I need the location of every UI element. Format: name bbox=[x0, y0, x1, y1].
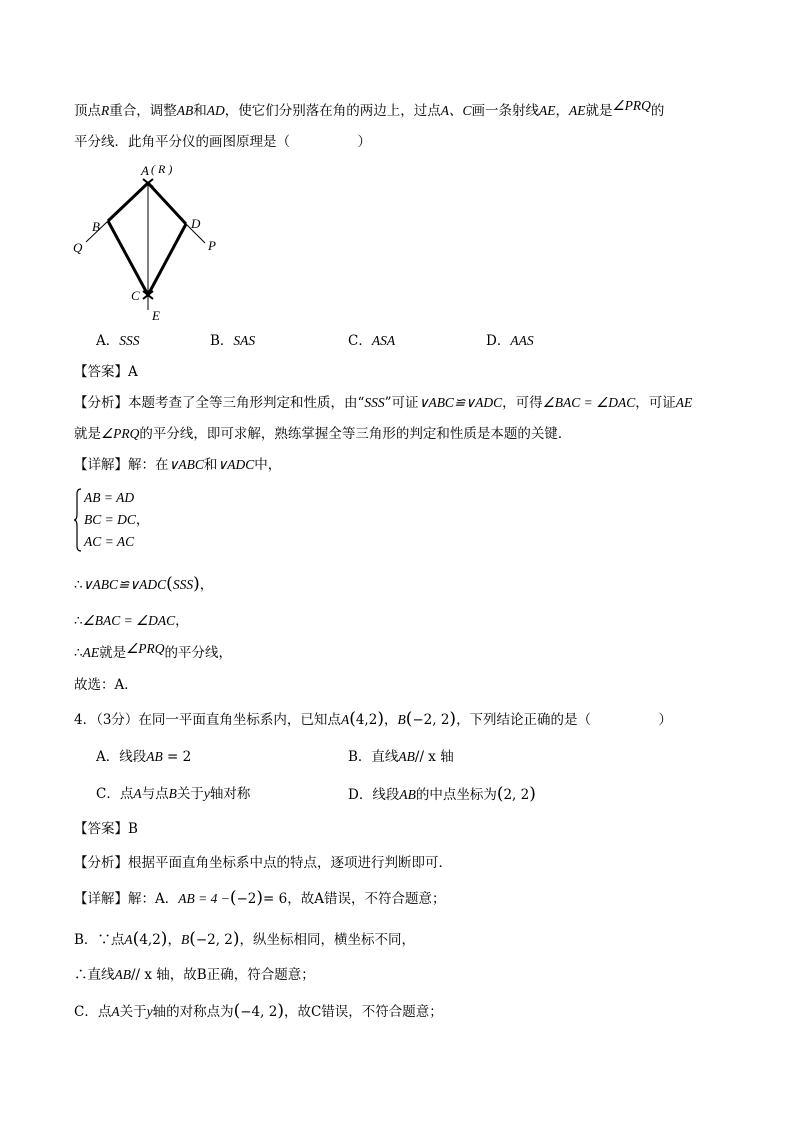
math: AE bbox=[82, 645, 100, 660]
math-AE: AE bbox=[569, 103, 586, 118]
q3-analysis-line-2 bbox=[74, 424, 571, 444]
option-value: SAS bbox=[233, 333, 256, 348]
math: ∠PRQ bbox=[101, 426, 140, 441]
q4-detail-b2 bbox=[74, 965, 315, 985]
q4-stem: 4．（3分）在同一平面直角坐标系内，已知点A(4,2)，B(−2, 2)，下列结论正确的是（ ） bbox=[74, 709, 673, 729]
math: −2, 2 bbox=[195, 932, 233, 948]
label-R: ( R ) bbox=[151, 162, 173, 176]
option-key: A． bbox=[96, 333, 120, 349]
answer-label: 【答案】 bbox=[74, 364, 128, 380]
math: 4,2 bbox=[355, 712, 378, 728]
answer-label: 【答案】 bbox=[74, 821, 128, 837]
text: ，使它们分别落在角的两边上，过点 bbox=[224, 103, 441, 119]
label-P: P bbox=[208, 238, 216, 253]
q3-conclusion-3 bbox=[74, 643, 232, 663]
label-D: D bbox=[191, 216, 201, 231]
label-Q: Q bbox=[73, 240, 83, 255]
q4-option-a bbox=[96, 747, 191, 767]
text: 关于 bbox=[176, 786, 204, 802]
q4-detail-b: B．∵点A(4,2)，B(−2, 2)，纵坐标相同，横坐标不同， bbox=[74, 929, 416, 949]
text: 就是 bbox=[99, 645, 127, 661]
text: 的平分线， bbox=[164, 645, 232, 661]
text: 解：在 bbox=[128, 457, 169, 473]
text: ， bbox=[199, 577, 214, 593]
q3-answer bbox=[74, 362, 138, 382]
math: ∨ABC≌∨ADC bbox=[82, 577, 167, 592]
text: ， bbox=[383, 712, 398, 728]
text: 就是 bbox=[585, 103, 613, 119]
q3-option-d bbox=[486, 331, 534, 351]
label-E: E bbox=[152, 308, 160, 323]
text: B．直线 bbox=[348, 749, 399, 765]
text: 的平分线，即可求解，熟练掌握全等三角形的判定和性质是本题的关键． bbox=[139, 426, 572, 442]
intro-line-2: 平分线．此角平分仪的画图原理是（ ） bbox=[74, 134, 371, 150]
math-AE: AE bbox=[539, 103, 556, 118]
system-row-2 bbox=[84, 510, 149, 530]
system-row-1 bbox=[84, 488, 134, 508]
q3-conclusion-2 bbox=[74, 611, 189, 631]
math: AB = 4 − bbox=[178, 891, 230, 906]
text: 轴的对称点为 bbox=[152, 1004, 234, 1020]
text: ∴ bbox=[74, 613, 83, 629]
q4-option-d: D．线段AB的中点坐标为(2, 2) bbox=[348, 784, 536, 804]
math: y bbox=[203, 786, 210, 801]
text: ∴直线 bbox=[74, 967, 115, 983]
text: ，可得 bbox=[502, 395, 543, 411]
math-R: R bbox=[101, 103, 110, 118]
math: = 6 bbox=[263, 891, 288, 907]
q4-analysis bbox=[74, 853, 452, 873]
math: ∠BAC = ∠DAC bbox=[82, 613, 176, 628]
label-A: A bbox=[141, 163, 149, 178]
q4-answer bbox=[74, 819, 138, 839]
equation-system bbox=[74, 488, 234, 554]
text: C．点 bbox=[74, 1004, 112, 1020]
math: AB bbox=[146, 749, 163, 764]
q3-option-b bbox=[210, 331, 255, 351]
q4-option-b bbox=[348, 747, 454, 767]
math: B bbox=[180, 932, 190, 947]
text: 关于 bbox=[119, 1004, 147, 1020]
text: 本题考查了全等三角形判定和性质，由“ bbox=[128, 395, 365, 411]
math: AB bbox=[399, 787, 416, 802]
q3-option-a bbox=[96, 331, 140, 351]
text: 画一条射线 bbox=[471, 103, 540, 119]
text: ∴ bbox=[74, 577, 83, 593]
q3-detail-line-1 bbox=[74, 455, 281, 475]
math: AB bbox=[114, 967, 131, 982]
segment-BC bbox=[108, 221, 148, 295]
text: B．∵点 bbox=[74, 932, 125, 948]
math: B bbox=[168, 786, 177, 801]
q3-conclusion-1: ∴∨ABC≌∨ADC(SSS)， bbox=[74, 574, 214, 594]
math: ∨ABC≌∨ADC bbox=[418, 395, 503, 410]
text: D．线段 bbox=[348, 787, 400, 803]
text: 中， bbox=[254, 457, 282, 473]
math: A bbox=[340, 712, 350, 727]
text: ，可证 bbox=[635, 395, 676, 411]
math: SSS bbox=[364, 395, 385, 410]
segment-DC bbox=[148, 224, 186, 295]
label-B: B bbox=[92, 219, 100, 234]
math: AB = AD bbox=[84, 490, 135, 505]
text: ， bbox=[167, 932, 181, 948]
q3-option-c bbox=[348, 331, 395, 351]
text: 轴对称 bbox=[209, 786, 251, 802]
math-AD: AD bbox=[206, 103, 225, 118]
text: 解：A． bbox=[128, 891, 179, 907]
math-PRQ: ∠PRQ bbox=[612, 98, 651, 113]
detail-label: 【详解】 bbox=[74, 891, 128, 907]
text: 顶点 bbox=[74, 103, 101, 119]
option-value: AAS bbox=[510, 333, 534, 348]
q4-detail-a: 【详解】解：A．AB = 4 −(−2)= 6，故A错误，不符合题意； bbox=[74, 888, 446, 908]
text: 和 bbox=[193, 103, 207, 119]
system-row-3 bbox=[84, 532, 134, 552]
answer-value: B bbox=[128, 821, 138, 837]
text: ”可证 bbox=[384, 395, 419, 411]
q3-choice: 故选：A． bbox=[74, 677, 138, 693]
text: ，下列结论正确的是（ ） bbox=[456, 712, 673, 728]
text: ，故C错误，不符合题意； bbox=[283, 1004, 443, 1020]
text: ∴ bbox=[74, 645, 83, 661]
math: −4, 2 bbox=[240, 1004, 278, 1020]
detail-label: 【详解】 bbox=[74, 457, 128, 473]
math-AC: A、C bbox=[440, 103, 472, 118]
math: AB bbox=[398, 749, 415, 764]
text: 和 bbox=[203, 457, 218, 473]
math: = 2 bbox=[162, 749, 192, 765]
math: AE bbox=[675, 395, 693, 410]
q4-detail-c: C．点A关于y轴的对称点为(−4, 2)，故C错误，不符合题意； bbox=[74, 1001, 443, 1021]
text: ， bbox=[555, 103, 570, 119]
math: A bbox=[124, 932, 133, 947]
text: 就是 bbox=[74, 426, 101, 442]
analysis-label: 【分析】 bbox=[74, 855, 128, 871]
option-key: C． bbox=[348, 333, 372, 349]
label-C: C bbox=[131, 288, 140, 303]
intro-line-1 bbox=[74, 98, 665, 121]
text: ，纵坐标相同，横坐标不同， bbox=[239, 932, 416, 948]
math: BC = DC bbox=[84, 512, 136, 527]
text: ， bbox=[135, 512, 150, 528]
math: −2, 2 bbox=[412, 712, 450, 728]
math: 4,2 bbox=[139, 932, 161, 948]
text: 的中点坐标为 bbox=[415, 787, 497, 803]
analysis-label: 【分析】 bbox=[74, 395, 128, 411]
math: ∠BAC = ∠DAC bbox=[542, 395, 636, 410]
angle-bisector-figure bbox=[68, 158, 218, 328]
text: 根据平面直角坐标系中点的特点，逐项进行判断即可． bbox=[128, 855, 452, 871]
math: ∨ADC bbox=[217, 457, 255, 472]
left-brace bbox=[74, 488, 82, 552]
math: A bbox=[133, 786, 142, 801]
math: ∠PRQ bbox=[126, 641, 165, 656]
math: ∨ABC bbox=[168, 457, 204, 472]
text: 的 bbox=[650, 103, 665, 119]
text: 4．（3分）在同一平面直角坐标系内，已知点 bbox=[74, 712, 341, 728]
text: ， bbox=[175, 613, 189, 629]
math: y bbox=[146, 1004, 153, 1019]
answer-value: A bbox=[128, 364, 138, 380]
math: // x 轴 bbox=[414, 749, 454, 765]
option-value: SSS bbox=[119, 333, 140, 348]
text: 与点 bbox=[141, 786, 169, 802]
text: ，故A错误，不符合题意； bbox=[287, 891, 446, 907]
segment-AB bbox=[108, 183, 148, 221]
math: A bbox=[111, 1004, 120, 1019]
option-key: B． bbox=[210, 333, 234, 349]
math: −2 bbox=[236, 891, 257, 907]
math: AC = AC bbox=[84, 534, 135, 549]
q4-option-c bbox=[96, 784, 250, 804]
option-value: ASA bbox=[371, 333, 396, 348]
segment-AD bbox=[148, 183, 186, 224]
math-AB: AB bbox=[176, 103, 194, 118]
q3-analysis-line-1 bbox=[74, 393, 692, 413]
text: C．点 bbox=[96, 786, 134, 802]
math: B bbox=[397, 712, 406, 727]
text: // x 轴，故B正确，符合题意； bbox=[131, 967, 315, 983]
math: 2, 2 bbox=[503, 787, 530, 803]
math: SSS bbox=[172, 577, 194, 592]
text: 重合，调整 bbox=[109, 103, 177, 119]
option-key: D． bbox=[486, 333, 511, 349]
text: A．线段 bbox=[96, 749, 147, 765]
